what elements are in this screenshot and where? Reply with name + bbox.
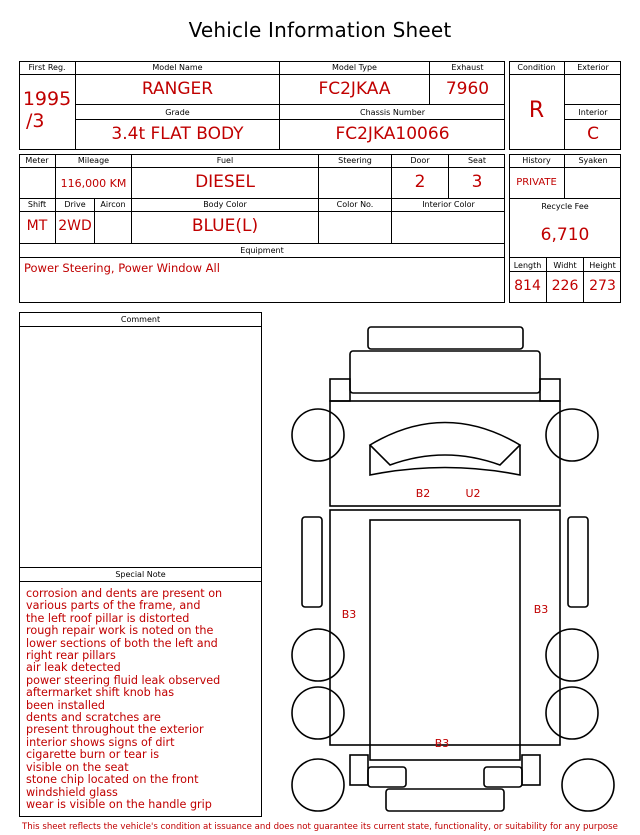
rear-left-wheel [292, 629, 344, 681]
damage-mark-b3-bottom: B3 [434, 737, 450, 750]
condition-label: Condition [517, 63, 556, 72]
exterior-label: Exterior [577, 63, 609, 72]
right-side-rail [568, 517, 588, 607]
model-name-value: RANGER [141, 79, 214, 99]
steering-label: Steering [338, 156, 372, 165]
exhaust-label: Exhaust [451, 63, 484, 72]
chassis-number-value: FC2JKA10066 [335, 124, 450, 144]
door-label: Door [410, 156, 430, 165]
special-note-text: corrosion and dents are present on various parts of the frame, and the left roof pillar is distorted rough repair work is noted on the lower sections of both the left and right rear pillars air leak detected power steering fluid leak observed aftermarket shift knob has been installed dents and scratches are present throughout the exterior interior shows signs of dirt cigarette burn or tear is visible on the seat stone chip located on the front windshield glass wear is visible on the handle grip [26, 587, 223, 811]
rear-right-lamp [484, 767, 522, 787]
model-name-label: Model Name [152, 63, 203, 72]
front-right-wheel [546, 409, 598, 461]
left-mirror-outline [330, 379, 350, 401]
equipment-label: Equipment [240, 246, 284, 255]
damage-mark-b3-right: B3 [533, 603, 549, 616]
body-color-value: BLUE(L) [191, 216, 259, 236]
drive-value: 2WD [58, 218, 92, 234]
interior-color-label: Interior Color [422, 200, 475, 209]
windshield-outline [370, 423, 520, 466]
grade-value: 3.4t FLAT BODY [111, 124, 244, 144]
length-label: Length [513, 261, 542, 270]
vehicle-damage-diagram [270, 315, 640, 820]
rear-right-wheel-2 [546, 687, 598, 739]
seat-value: 3 [471, 172, 483, 192]
model-type-label: Model Type [332, 63, 377, 72]
exhaust-value: 7960 [445, 79, 490, 99]
model-type-value: FC2JKAA [318, 79, 391, 99]
damage-mark-b3-left: B3 [341, 608, 357, 621]
shift-value: MT [26, 218, 48, 234]
first-reg-month: /3 [26, 110, 45, 132]
fuel-value: DIESEL [195, 172, 255, 192]
drive-label: Drive [64, 200, 86, 209]
comment-label: Comment [120, 315, 161, 324]
interior-value: C [587, 124, 599, 144]
door-value: 2 [414, 172, 426, 192]
damage-mark-u2: U2 [465, 487, 481, 500]
width-label: Widht [553, 261, 577, 270]
cab-roof-outline [330, 401, 560, 506]
rear-left-wheel-2 [292, 687, 344, 739]
seat-label: Seat [467, 156, 487, 165]
front-bumper-outline [368, 327, 523, 349]
height-value: 273 [589, 278, 616, 294]
special-note-label: Special Note [115, 570, 166, 579]
left-side-rail [302, 517, 322, 607]
mileage-label: Mileage [77, 156, 110, 165]
chassis-number-label: Chassis Number [360, 108, 425, 117]
page-title: Vehicle Information Sheet [188, 18, 452, 42]
mileage-value: 116,000 KM [60, 177, 127, 190]
equipment-value: Power Steering, Power Window All [24, 261, 220, 275]
grade-label: Grade [165, 108, 190, 117]
syaken-label: Syaken [578, 156, 608, 165]
rear-bumper-outline [386, 789, 504, 811]
shift-label: Shift [27, 200, 47, 209]
interior-label: Interior [578, 108, 608, 117]
first-reg-year: 1995 [22, 88, 72, 110]
first-reg-label: First Reg. [28, 63, 66, 72]
history-label: History [522, 156, 551, 165]
body-color-label: Body Color [203, 200, 247, 209]
recycle-fee-label: Recycle Fee [541, 202, 589, 211]
spare-right-wheel [562, 759, 614, 811]
right-mirror-outline [540, 379, 560, 401]
cab-front-outline [350, 351, 540, 393]
rear-right-light [522, 755, 540, 785]
recycle-fee-value: 6,710 [540, 225, 590, 245]
height-label: Height [589, 261, 616, 270]
cargo-body-outline [330, 510, 560, 745]
length-value: 814 [514, 278, 541, 294]
cab-top-outline [370, 445, 520, 475]
damage-mark-b2: B2 [415, 487, 431, 500]
width-value: 226 [551, 278, 579, 294]
meter-label: Meter [25, 156, 49, 165]
front-left-wheel [292, 409, 344, 461]
history-value: PRIVATE [516, 177, 557, 188]
cargo-bed-outline [370, 520, 520, 760]
color-no-label: Color No. [336, 200, 374, 209]
rear-left-light [350, 755, 368, 785]
rear-left-lamp [368, 767, 406, 787]
spare-left-wheel [292, 759, 344, 811]
fuel-label: Fuel [216, 156, 234, 165]
rear-right-wheel [546, 629, 598, 681]
disclaimer-footer: This sheet reflects the vehicle's condition at issuance and does not guarantee its current state, functionality, or suitability for any purpose [22, 822, 618, 832]
condition-grade: R [528, 98, 545, 123]
aircon-label: Aircon [100, 200, 126, 209]
